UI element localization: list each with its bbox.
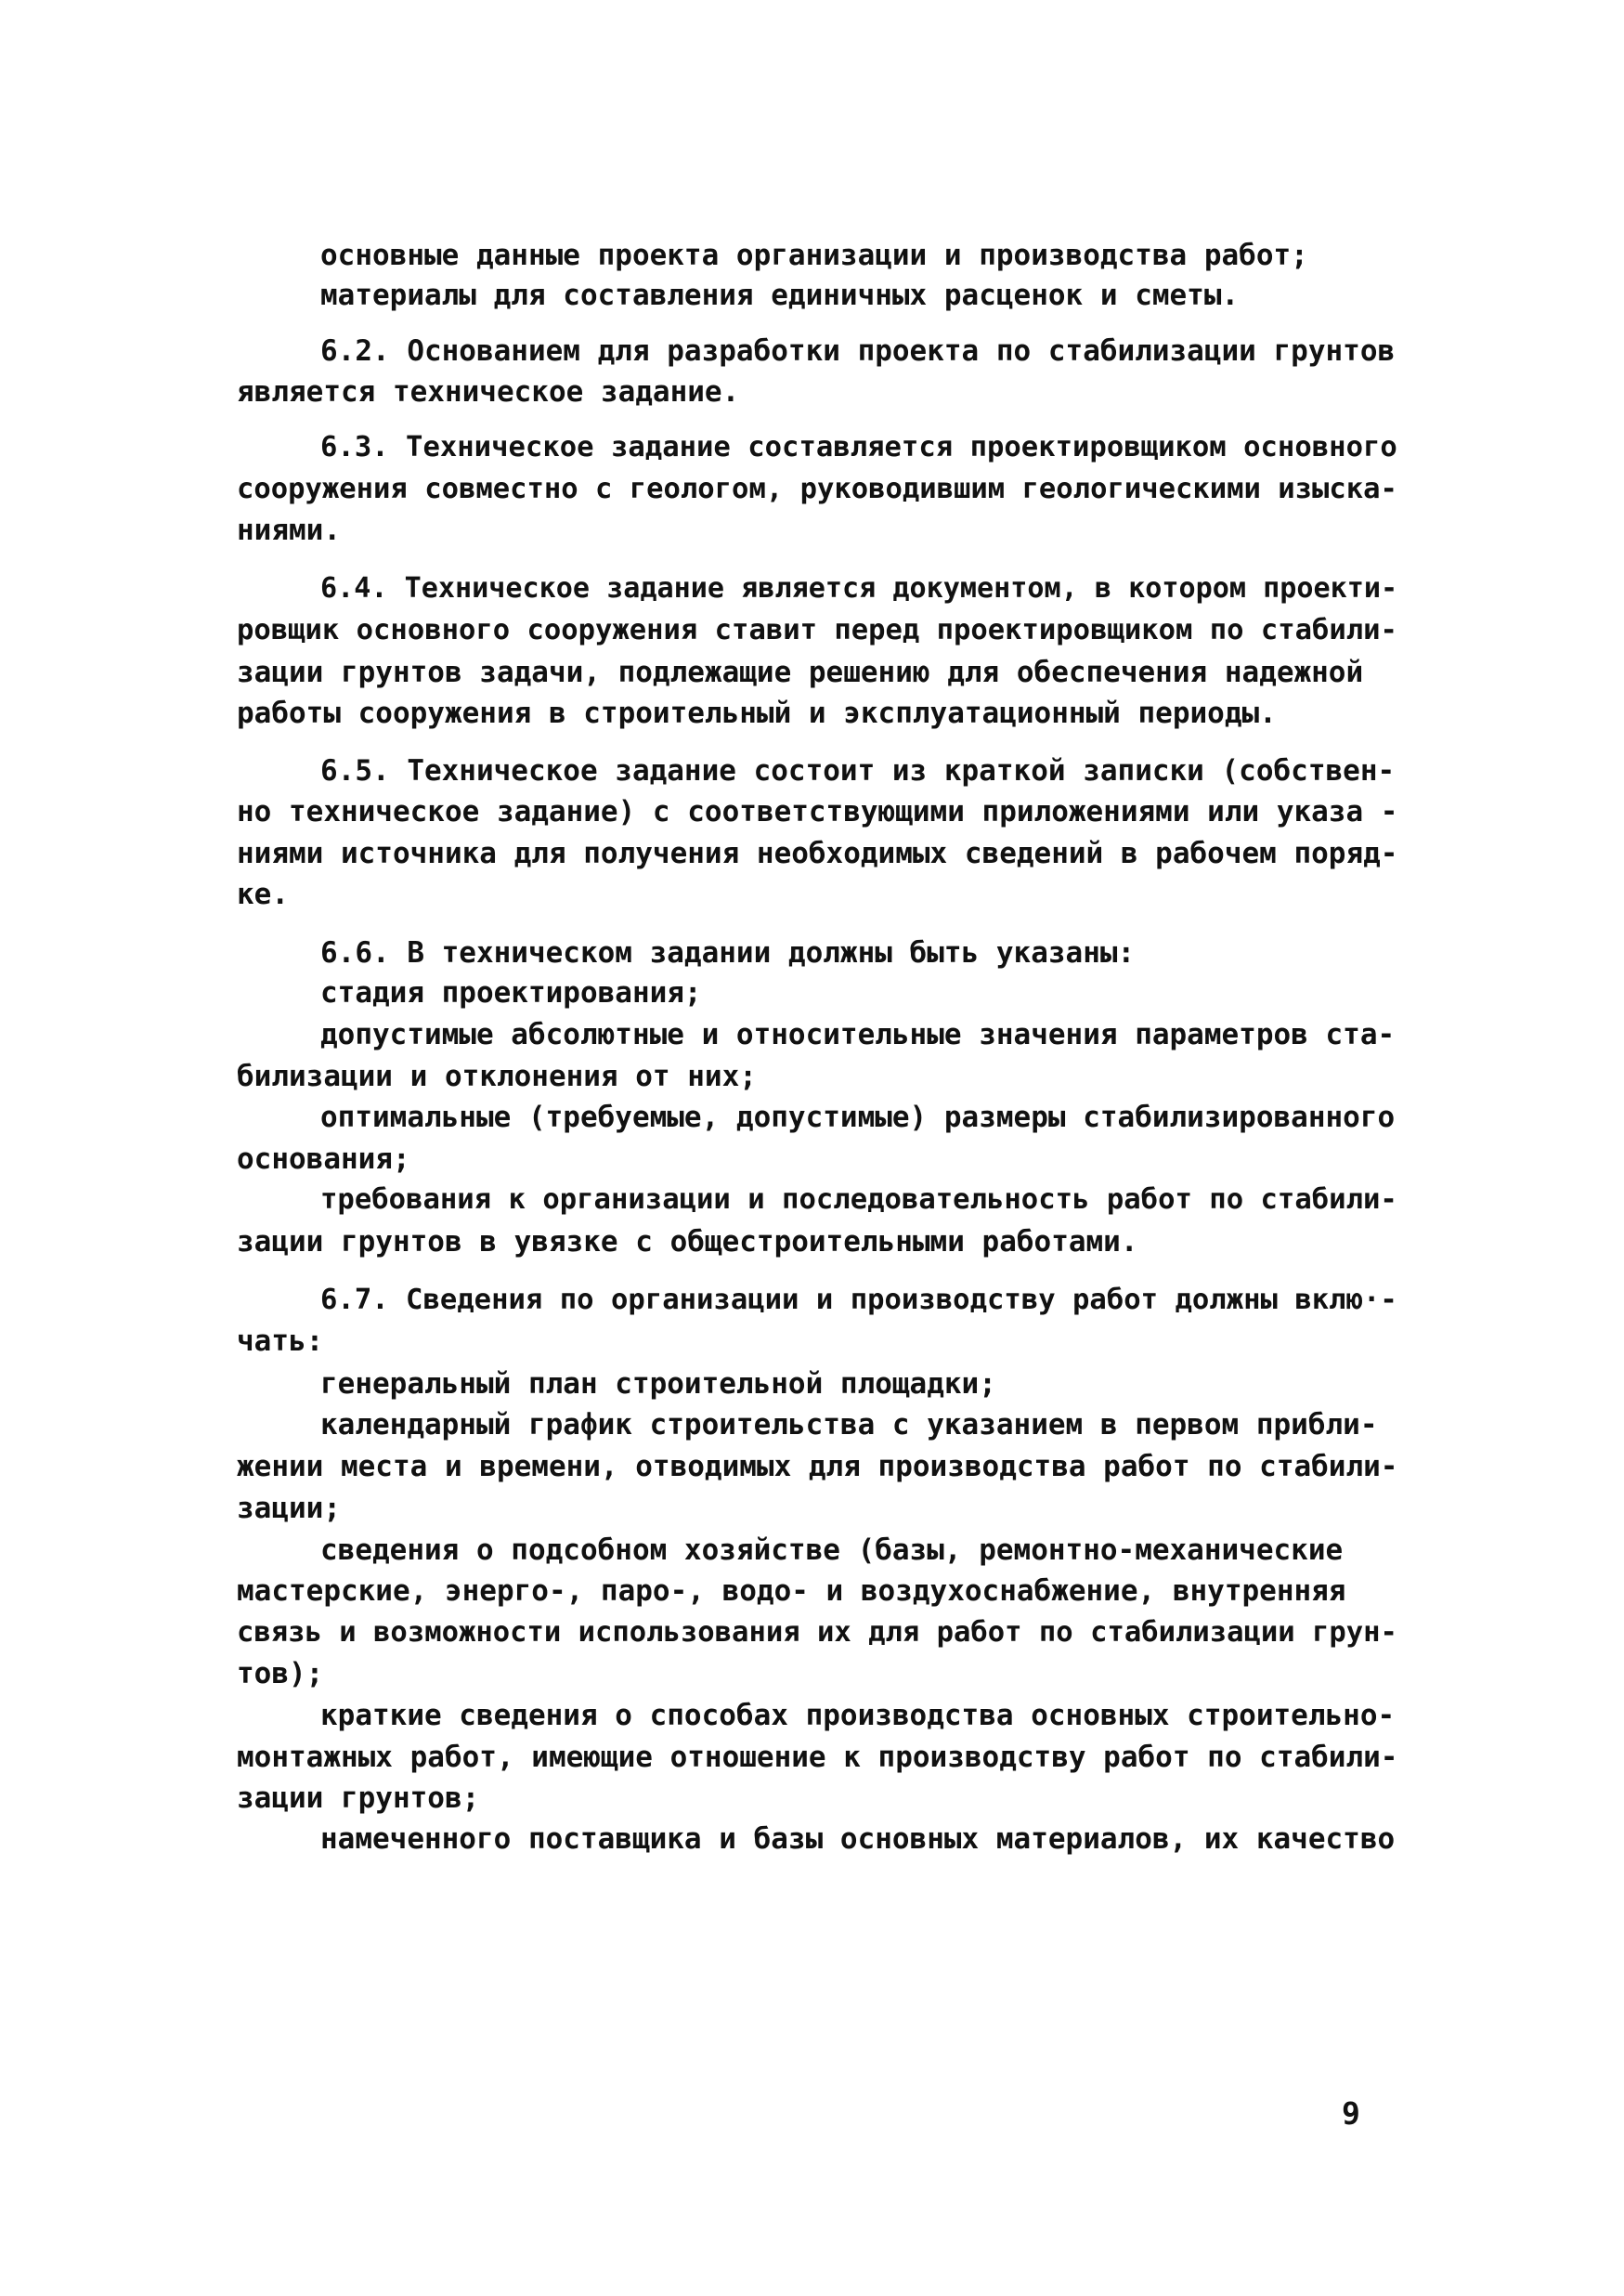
text-line: зации; [237,1492,341,1525]
section-6-3: 6.3. Техническое задание составляется проектировщиком основного [320,431,1397,463]
text-line: жении места и времени, отводимых для производства работ по стабили- [237,1450,1398,1483]
section-6-5: 6.5. Техническое задание состоит из краткой записки (собствен- [320,754,1396,788]
list-item: стадия проектирования; [320,976,702,1010]
list-item: оптимальные (требуемые, допустимые) размеры стабилизированного [320,1101,1396,1134]
text-line: зации грунтов; [237,1781,480,1815]
text-line: материалы для составления единичных расценок и сметы. [320,279,1240,312]
text-line: связь и возможности использования их для работ по стабилизации грун- [237,1616,1397,1649]
list-item: намеченного поставщика и базы основных материалов, их качество [320,1822,1396,1856]
text-line: основания; [237,1142,410,1176]
section-6-2: 6.2. Основанием для разработки проекта по стабилизации грунтов [320,334,1396,368]
text-line: зации грунтов в увязке с общестроительными работами. [237,1225,1138,1259]
list-item: сведения о подсобном хозяйстве (базы, ремонтно-механические [320,1533,1344,1567]
text-line: тов); [237,1657,324,1690]
text-line: ниями источника для получения необходимых сведений в рабочем поряд- [237,837,1398,870]
text-line: сооружения совместно с геологом, руководившим геологическими изыска- [237,473,1397,505]
page-number: 9 [1342,2095,1360,2132]
text-line: чать: [237,1324,324,1358]
text-line: ровщик основного сооружения ставит перед проектировщиком по стабили- [237,614,1397,646]
text-line: билизации и отклонения от них; [237,1060,757,1093]
list-item: календарный график строительства с указанием в первом прибли- [320,1408,1378,1442]
section-6-6: 6.6. В техническом задании должны быть указаны: [320,936,1136,970]
text-line: ке. [237,878,289,911]
section-6-7: 6.7. Сведения по организации и производству работ должны вклю·- [320,1284,1397,1316]
text-line: зации грунтов задачи, подлежащие решению для обеспечения надежной [237,656,1364,689]
list-item: требования к организации и последовательность работ по стабили- [320,1183,1397,1216]
text-line: мастерские, энерго-, паро-, водо- и воздухоснабжение, внутренняя [237,1574,1346,1608]
text-line: работы сооружения в строительный и эксплуатационный периоды. [237,697,1277,730]
text-line: основные данные проекта организации и производства работ; [320,239,1308,272]
text-line: но техническое задание) с соответствующими приложениями или указа - [237,795,1398,828]
text-line: ниями. [237,514,341,547]
section-6-4: 6.4. Техническое задание является документом, в котором проекти- [320,572,1398,605]
list-item: генеральный план строительной площадки; [320,1367,996,1401]
list-item: краткие сведения о способах производства основных строительно- [320,1699,1396,1732]
list-item: допустимые абсолютные и относительные значения параметров ста- [320,1018,1396,1051]
text-line: монтажных работ, имеющие отношение к производству работ по стабили- [237,1741,1398,1774]
text-line: является техническое задание. [237,375,740,409]
